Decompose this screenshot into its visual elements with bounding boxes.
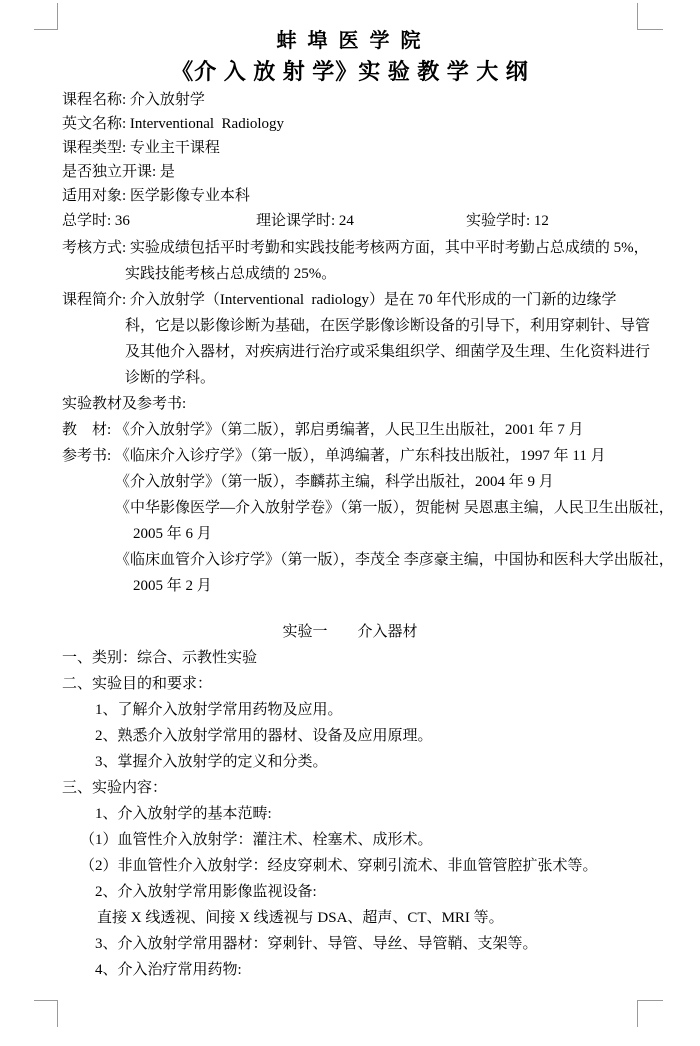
document-text: 教 材: 《介入放射学》（第二版），郭启勇编著，人民卫生出版社，2001 年 7 月	[62, 422, 584, 438]
document-text: 3、掌握介入放射学的定义和分类。	[95, 754, 328, 770]
document-line	[0, 208, 700, 235]
document-text: 实验教材及参考书:	[62, 396, 187, 412]
document-line	[0, 469, 700, 495]
document-text: 适用对象: 医学影像专业本科	[62, 188, 250, 204]
document-line	[0, 599, 700, 619]
crop-mark-bottom-right	[637, 1000, 663, 1027]
document-line	[0, 313, 700, 339]
document-line	[0, 417, 700, 443]
doc-title: 蚌 埠 医 学 院	[276, 30, 424, 52]
document-line	[0, 547, 700, 573]
document-text: 2、介入放射学常用影像监视设备:	[95, 884, 317, 900]
document-text: 二、实验目的和要求：	[62, 676, 213, 692]
document-text: 《临床血管介入诊疗学》（第一版），李茂全 李彦豪主编，中国协和医科大学出版社，	[115, 552, 674, 568]
document-line	[0, 905, 700, 931]
document-text: 一、类别：综合、示教性实验	[62, 650, 258, 666]
document-text: 1、介入放射学的基本范畴:	[95, 806, 272, 822]
document-line	[0, 160, 700, 184]
document-line	[0, 339, 700, 365]
document-line	[0, 853, 700, 879]
document-line	[0, 235, 700, 261]
document-text: 考核方式: 实验成绩包括平时考勤和实践技能考核两方面，其中平时考勤占总成绩的 5%，	[62, 240, 649, 256]
document-text: 实践技能考核占总成绩的 25%。	[125, 266, 337, 282]
document-line	[0, 931, 700, 957]
document-text: 课程类型: 专业主干课程	[62, 140, 220, 156]
document-text: 是否独立开课: 是	[62, 164, 175, 180]
document-text: 英文名称: Interventional Radiology	[62, 116, 285, 132]
document-line	[0, 697, 700, 723]
doc-subtitle: 《介 入 放 射 学》实 验 教 学 大 纲	[171, 59, 529, 84]
crop-mark-top-left	[34, 3, 58, 30]
document-line	[0, 957, 700, 983]
document-line	[0, 879, 700, 905]
document-line	[0, 645, 700, 671]
document-line	[0, 88, 700, 112]
document-line	[0, 749, 700, 775]
document-line	[0, 521, 700, 547]
document-text: 《介入放射学》（第一版），李麟荪主编，科学出版社，2004 年 9 月	[115, 474, 554, 490]
document-line	[0, 365, 700, 391]
document-line	[0, 573, 700, 599]
document-text: 三、实验内容：	[62, 780, 168, 796]
experiment-heading: 实验一 介入器材	[282, 624, 418, 640]
document-line	[0, 184, 700, 208]
document-line	[0, 136, 700, 160]
document-line	[0, 495, 700, 521]
document-text: （2）非血管性介入放射学：经皮穿刺术、穿刺引流术、非血管管腔扩张术等。	[80, 858, 598, 874]
document-text: 2005 年 6 月	[133, 526, 212, 542]
document-text: 实验学时: 12	[466, 213, 549, 229]
crop-mark-bottom-left	[34, 1000, 58, 1027]
document-line	[0, 671, 700, 697]
document-text: 科，它是以影像诊断为基础，在医学影像诊断设备的引导下，利用穿刺针、导管	[125, 318, 651, 334]
document-text: 《中华影像医学—介入放射学卷》（第一版），贺能树 吴恩惠主编，人民卫生出版社，	[115, 500, 674, 516]
document-line	[0, 287, 700, 313]
document-text: 总学时: 36	[62, 213, 130, 229]
document-text: （1）血管性介入放射学：灌注术、栓塞术、成形术。	[80, 832, 433, 848]
document-text: 课程名称: 介入放射学	[62, 92, 205, 108]
document-line	[0, 801, 700, 827]
document-line	[0, 775, 700, 801]
document-line	[0, 112, 700, 136]
document-text: 理论课学时: 24	[256, 213, 354, 229]
document-text: 诊断的学科。	[125, 370, 216, 386]
document-text: 及其他介入器材，对疾病进行治疗或采集组织学、细菌学及生理、生化资料进行	[125, 344, 651, 360]
document-line	[0, 723, 700, 749]
document-line	[0, 391, 700, 417]
document-line	[0, 261, 700, 287]
document-text: 2、熟悉介入放射学常用的器材、设备及应用原理。	[95, 728, 433, 744]
crop-mark-top-right	[637, 3, 663, 30]
document-text: 3、介入放射学常用器材：穿刺针、导管、导丝、导管鞘、支架等。	[95, 936, 538, 952]
document-text: 2005 年 2 月	[133, 578, 212, 594]
document-text: 1、了解介入放射学常用药物及应用。	[95, 702, 343, 718]
document-line	[0, 443, 700, 469]
document-text: 4、介入治疗常用药物:	[95, 962, 242, 978]
document-line	[0, 827, 700, 853]
document-text: 直接 X 线透视、间接 X 线透视与 DSA、超声、CT、MRI 等。	[97, 910, 504, 926]
document-text: 课程简介: 介入放射学（Interventional radiology）是在 70 年代形成的一门新的边缘学	[62, 292, 617, 308]
document-text: 参考书: 《临床介入诊疗学》（第一版），单鸿编著，广东科技出版社，1997 年 11 月	[62, 448, 606, 464]
document-body	[0, 88, 700, 983]
